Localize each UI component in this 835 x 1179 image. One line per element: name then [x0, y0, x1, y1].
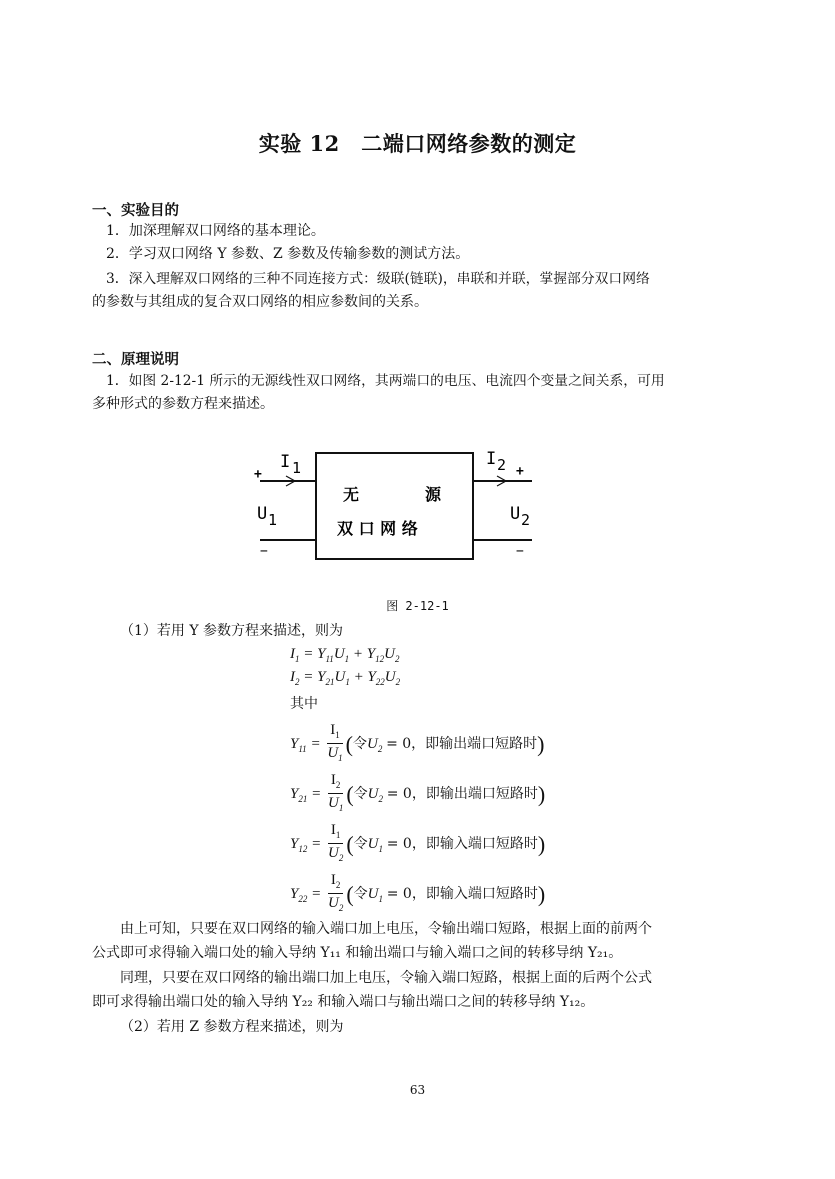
y-intro: （1）若用 Y 参数方程来描述，则为: [120, 623, 344, 639]
y11-definition: $Y_{11}$ = $\frac{I_1}{U_1}$ (令$U_2 = 0$，即输出端口短路时): [290, 722, 545, 763]
u1-plus: +: [254, 467, 262, 482]
principle-item-1-line1: 1．如图 2-12-1 所示的无源线性双口网络，其两端口的电压、电流四个变量之间关系，可用: [106, 373, 665, 389]
box-label-yuan: 源: [425, 485, 442, 504]
box-label-network: 双 口 网 络: [337, 519, 418, 538]
section-heading-purpose: 一、实验目的: [92, 203, 179, 219]
paragraph-1-line2: 公式即可求得输入端口处的输入导纳 Y₁₁ 和输出端口与输入端口之间的转移导纳 Y₂₁。: [92, 945, 623, 961]
u1-minus: −: [260, 544, 268, 559]
purpose-item-1: 1．加深理解双口网络的基本理论。: [106, 223, 325, 239]
z-intro: （2）若用 Z 参数方程来描述，则为: [120, 1019, 344, 1035]
u2-minus: −: [516, 544, 524, 559]
u2-plus: +: [516, 464, 524, 479]
purpose-item-3-line2: 的参数与其组成的复合双口网络的相应参数间的关系。: [92, 294, 428, 310]
page-number: 63: [409, 1083, 426, 1097]
u1-sub: 1: [268, 511, 278, 529]
y-equation-2: $I_2 = Y_{21}U_1 + Y_{22}U_2$: [290, 669, 401, 687]
paragraph-1-line1: 由上可知，只要在双口网络的输入端口加上电压，令输出端口短路，根据上面的前两个: [120, 921, 652, 937]
y-equation-1: $I_1 = Y_{11}U_1 + Y_{12}U_2$: [290, 646, 400, 664]
box-label-wu: 无: [343, 485, 360, 504]
two-port-network-diagram: [240, 440, 550, 575]
i2-sub: 2: [497, 456, 507, 474]
purpose-item-3-line1: 3．深入理解双口网络的三种不同连接方式：级联(链联)，串联和并联，掌握部分双口网络: [106, 271, 650, 287]
u2-label: U: [510, 504, 521, 524]
y21-definition: $Y_{21}$ = $\frac{I_2}{U_1}$ (令$U_2 = 0$，即输出端口短路时): [290, 772, 546, 813]
purpose-item-2: 2．学习双口网络 Y 参数、Z 参数及传输参数的测试方法。: [106, 246, 470, 262]
paragraph-2-line2: 即可求得输出端口处的输入导纳 Y₂₂ 和输入端口与输出端口之间的转移导纳 Y₁₂。: [92, 994, 595, 1010]
principle-item-1-line2: 多种形式的参数方程来描述。: [92, 396, 274, 412]
y22-definition: $Y_{22}$ = $\frac{I_2}{U_2}$ (令$U_1 = 0$，即输入端口短路时): [290, 872, 546, 913]
section-heading-principle: 二、原理说明: [92, 352, 179, 368]
where-label: 其中: [290, 696, 318, 712]
i2-label: I: [486, 449, 497, 469]
paragraph-2-line1: 同理，只要在双口网络的输出端口加上电压，令输入端口短路，根据上面的后两个公式: [120, 970, 652, 986]
u1-label: U: [257, 504, 268, 524]
i1-sub: 1: [292, 459, 302, 477]
figure-caption: 图 2-12-1: [386, 599, 449, 613]
page-title: 实验 12 二端口网络参数的测定: [258, 131, 577, 156]
i1-label: I: [280, 452, 291, 472]
network-box: [316, 453, 473, 559]
y12-definition: $Y_{12}$ = $\frac{I_1}{U_2}$ (令$U_1 = 0$，即输入端口短路时): [290, 822, 546, 863]
u2-sub: 2: [521, 511, 531, 529]
